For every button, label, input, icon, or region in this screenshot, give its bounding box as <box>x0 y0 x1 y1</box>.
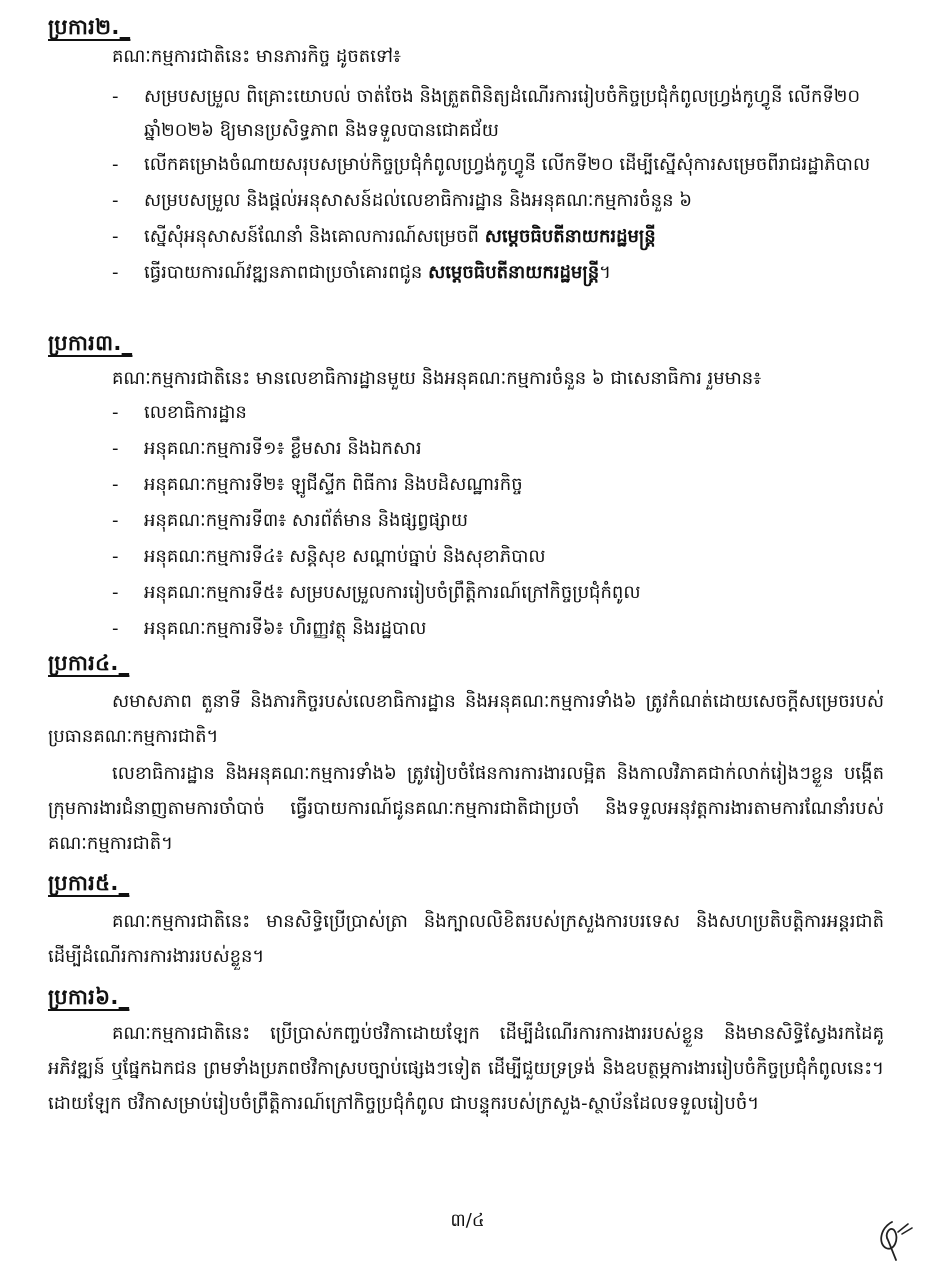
article-6-paragraph: គណៈកម្មការជាតិនេះ ប្រើប្រាស់កញ្ចប់ថវិកាដោយឡែក ដើម្បីដំណើរការការងាររបស់ខ្លួន និងមានសិទ្ធិស្វែងរកដៃគូអភិវឌ្ឍន៍ ឬផ្នែកឯកជន ព្រមទាំងប្រភពថវិកាស្របច្បាប់ផ្សេងៗទៀត ដើម្បីជួយទ្រទ្រង់ និងឧបត្ថម្ភការងាររៀបចំកិច្ចប្រជុំកំពូលនេះ។ ដោយឡែក ថវិកាសម្រាប់រៀបចំព្រឹត្តិការណ៍ក្រៅកិច្ចប្រជុំកំពូល ជាបន្ទុករបស់ក្រសួង-ស្ថាប័នដែលទទួលរៀបចំ។ <box>48 1023 884 1114</box>
list-item-text: អនុគណៈកម្មការទី៦៖ ហិរញ្ញវត្ថុ និងរដ្ឋបាល <box>144 618 427 639</box>
article-4-heading: ប្រការ៤._ <box>48 651 130 675</box>
bullet-dash: - <box>112 154 119 175</box>
article-3-intro: គណៈកម្មការជាតិនេះ មានលេខាធិការដ្ឋានមួយ និងអនុគណៈកម្មការចំនួន ៦ ជាសេនាធិការ រួមមាន៖ <box>112 368 762 389</box>
bullet-dash: - <box>112 86 119 107</box>
list-item <box>112 256 892 292</box>
article-2-list <box>112 80 892 292</box>
article-4-paragraph-2: លេខាធិការដ្ឋាន និងអនុគណៈកម្មការទាំង៦ ត្រូវរៀបចំផែនការការងារលម្អិត និងកាលវិភាគជាក់លាក់រៀងៗខ្លួន បង្កើតក្រុមការងារជំនាញតាមការចាំបាច់ ធ្វើរបាយការណ៍ជូនគណៈកម្មការជាតិជាប្រចាំ និងទទួលអនុវត្តការងារតាមការណែនាំរបស់គណៈកម្មការជាតិ។ <box>48 763 884 854</box>
list-item-emphasis: សម្តេចធិបតីនាយករដ្ឋមន្ត្រី <box>484 226 656 247</box>
article-4-paragraph-1: សមាសភាព តួនាទី និងភារកិច្ចរបស់លេខាធិការដ្ឋាន និងអនុគណៈកម្មការទាំង៦ ត្រូវកំណត់ដោយសេចក្តីសម្រេចរបស់ប្រធានគណៈកម្មការជាតិ។ <box>48 691 884 747</box>
list-item-text: លើកគម្រោងចំណាយសរុបសម្រាប់កិច្ចប្រជុំកំពូលហ្វ្រង់កូហ្វូនី លើកទី២០ ដើម្បីស្នើសុំការសម្រេចពីរាជរដ្ឋាភិបាល <box>144 154 871 175</box>
list-item-text: លេខាធិការដ្ឋាន <box>144 402 247 423</box>
list-item <box>112 148 892 184</box>
list-item <box>112 80 892 148</box>
list-item-text: សម្របសម្រួល ពិគ្រោះយោបល់ ចាត់ចែង និងត្រួតពិនិត្យដំណើរការរៀបចំកិច្ចប្រជុំកំពូលហ្វ្រង់កូហ្វូនី លើកទី២០ ឆ្នាំ២០២៦ ឱ្យមានប្រសិទ្ធភាព និងទទួលបានជោគជ័យ <box>144 86 861 141</box>
list-item <box>112 612 892 648</box>
bullet-dash: - <box>112 474 119 495</box>
initials-signature-icon <box>872 1214 920 1262</box>
page-number: ៣/៤ <box>450 1210 485 1231</box>
list-item <box>112 540 892 576</box>
article-2-heading: ប្រការ២._ <box>48 15 131 39</box>
list-item-text: សម្របសម្រួល និងផ្តល់អនុសាសន៍ដល់លេខាធិការដ្ឋាន និងអនុគណៈកម្មការចំនួន ៦ <box>144 190 692 211</box>
article-2-intro: គណៈកម្មការជាតិនេះ មានភារកិច្ច ដូចតទៅ៖ <box>112 46 401 67</box>
list-item <box>112 220 892 256</box>
bullet-dash: - <box>112 510 119 531</box>
list-item-tail: ។ <box>599 262 611 283</box>
article-5-heading: ប្រការ៥._ <box>48 871 130 895</box>
list-item-text: អនុគណៈកម្មការទី២៖ ឡូជីស្ទីក ពិធីការ និងបដិសណ្ឋារកិច្ច <box>144 474 523 495</box>
list-item-text: អនុគណៈកម្មការទី១៖ ខ្លឹមសារ និងឯកសារ <box>144 438 422 459</box>
bullet-dash: - <box>112 402 119 423</box>
list-item <box>112 184 892 220</box>
list-item-text: អនុគណៈកម្មការទី៥៖ សម្របសម្រួលការរៀបចំព្រឹត្តិការណ៍ក្រៅកិច្ចប្រជុំកំពូល <box>144 582 641 603</box>
list-item <box>112 396 892 432</box>
list-item-text: អនុគណៈកម្មការទី៤៖ សន្តិសុខ សណ្តាប់ធ្នាប់ និងសុខាភិបាល <box>144 546 546 567</box>
list-item-text: ស្នើសុំអនុសាសន៍ណែនាំ និងគោលការណ៍សម្រេចពី <box>144 226 485 247</box>
bullet-dash: - <box>112 546 119 567</box>
list-item <box>112 468 892 504</box>
list-item <box>112 576 892 612</box>
article-3-list <box>112 396 892 648</box>
list-item <box>112 504 892 540</box>
list-item-text: ធ្វើរបាយការណ៍វឌ្ឍនភាពជាប្រចាំគោរពជូន <box>144 262 429 283</box>
bullet-dash: - <box>112 190 119 211</box>
bullet-dash: - <box>112 438 119 459</box>
list-item-emphasis: សម្តេចធិបតីនាយករដ្ឋមន្ត្រី <box>428 262 600 283</box>
article-6-heading: ប្រការ៦._ <box>48 985 130 1009</box>
article-3-heading: ប្រការ៣._ <box>48 331 133 355</box>
bullet-dash: - <box>112 618 119 639</box>
list-item-text: អនុគណៈកម្មការទី៣៖ សារព័ត៌មាន និងផ្សព្វផ្សាយ <box>144 510 469 531</box>
bullet-dash: - <box>112 226 119 247</box>
list-item <box>112 432 892 468</box>
bullet-dash: - <box>112 582 119 603</box>
bullet-dash: - <box>112 262 119 283</box>
article-5-paragraph: គណៈកម្មការជាតិនេះ មានសិទ្ធិប្រើប្រាស់ត្រា និងក្បាលលិខិតរបស់ក្រសួងការបរទេស និងសហប្រតិបត្តិការអន្តរជាតិ ដើម្បីដំណើរការការងាររបស់ខ្លួន។ <box>48 911 884 967</box>
